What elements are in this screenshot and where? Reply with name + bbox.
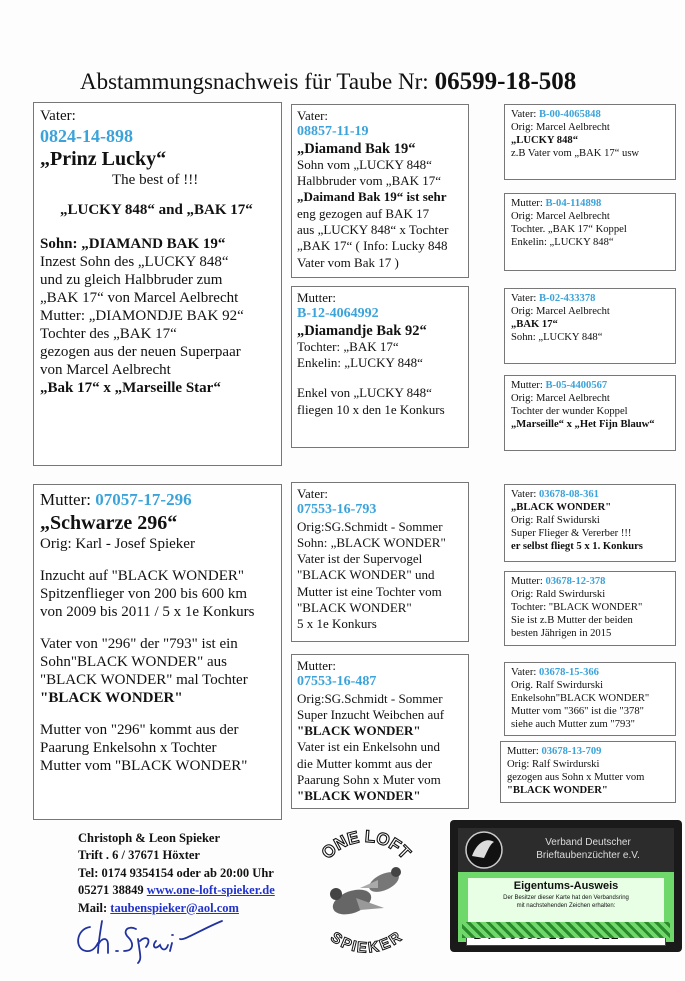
- mail-label: Mail:: [78, 900, 108, 915]
- desc-line: Paarung Sohn x Muter vom: [297, 772, 441, 788]
- gg-line: Tochter. „BAK 17“ Koppel: [511, 224, 627, 235]
- breeder-name: Christoph & Leon Spieker: [78, 831, 221, 845]
- ring-number: B-00-4065848: [538, 109, 601, 120]
- gg-line: "BLACK WONDER": [507, 785, 608, 796]
- ring-number: 06599-18-508: [434, 68, 577, 95]
- page-title: [80, 68, 576, 96]
- desc-line: Halbbruder vom „BAK 17“: [297, 173, 442, 189]
- ring-number: B-12-4064992: [297, 306, 379, 322]
- card-body: [458, 872, 674, 942]
- ownership-card: [450, 820, 682, 952]
- desc-line: Super Inzucht Weibchen auf: [297, 706, 445, 722]
- mutter-main-box: [33, 484, 282, 820]
- para-line: Inzucht auf "BLACK WONDER": [40, 568, 245, 584]
- gg-line: Orig: Marcel Aelbrecht: [511, 306, 610, 317]
- logo-bottom-textpath: SPIEKER: [327, 928, 405, 957]
- ring-number: B-04-114898: [545, 198, 602, 209]
- desc-line: „BAK 17“ von Marcel Aelbrecht: [40, 290, 239, 306]
- role-label: Mutter:: [511, 576, 543, 587]
- desc-line: "BLACK WONDER": [297, 788, 421, 804]
- desc-line: die Mutter kommt aus der: [297, 755, 433, 771]
- desc-line: Vater ist ein Enkelsohn und: [297, 739, 440, 755]
- desc-line: Vater ist der Supervogel: [297, 551, 423, 567]
- role-ring-line: [511, 379, 669, 392]
- desc-line: "BLACK WONDER": [297, 723, 421, 739]
- gg-line: Sie ist z.B Mutter der beiden: [511, 615, 633, 626]
- gg-line: Tochter der wunder Koppel: [511, 406, 628, 417]
- card-header: [458, 828, 674, 872]
- para-line: Spitzenflieger von 200 bis 600 km: [40, 586, 248, 602]
- desc-line: Tochter des „BAK 17“: [40, 326, 177, 342]
- note-line: Enkel von „LUCKY 848“: [297, 385, 432, 401]
- desc-line: Orig:SG.Schmidt - Sommer: [297, 518, 443, 534]
- pigeon-name: „Prinz Lucky“: [40, 148, 167, 170]
- logo-top-text: [318, 827, 415, 863]
- ring-number: 07057-17-296: [95, 490, 192, 509]
- desc-line: Sohn vom „LUCKY 848“: [297, 156, 432, 172]
- phone-2: 05271 38849: [78, 883, 144, 898]
- role-label: Mutter:: [297, 658, 336, 673]
- desc-line: „Bak 17“ x „Marseille Star“: [40, 380, 221, 396]
- ring-number: 03678-15-366: [538, 667, 599, 678]
- great-grandparent-box: [504, 571, 676, 646]
- paragraph: [40, 721, 275, 775]
- tagline: The best of !!!: [112, 172, 199, 188]
- email-link[interactable]: taubenspieker@aol.com: [110, 900, 239, 915]
- card-sub: Der Besitzer dieser Karte hat den Verbandsring: [503, 895, 629, 901]
- ring-number: 03678-08-361: [538, 489, 599, 500]
- gg-line: Orig. Ralf Swirdurski: [511, 680, 604, 691]
- card-title-block: [468, 878, 664, 922]
- great-grandparent-box: [504, 375, 676, 451]
- signature-stroke: [78, 921, 222, 963]
- role-label: Vater:: [511, 109, 537, 120]
- card-pattern: [462, 922, 670, 938]
- role-label: Mutter:: [507, 746, 539, 757]
- gg-line: „BAK 17“: [511, 319, 558, 330]
- gg-line: Orig: Marcel Aelbrecht: [511, 393, 610, 404]
- pigeon-name: „Diamand Bak 19“: [297, 140, 416, 157]
- website-link[interactable]: www.one-loft-spieker.de: [146, 883, 275, 898]
- desc-line: und zu gleich Halbbruder zum: [40, 272, 223, 288]
- gg-line: Orig: Rald Swirdurski: [511, 589, 606, 600]
- gg-line: Orig: Marcel Aelbrecht: [511, 211, 610, 222]
- role-label: Mutter:: [40, 490, 91, 509]
- note-line: fliegen 10 x den 1e Konkurs: [297, 401, 445, 417]
- gg-line: „LUCKY 848“: [511, 135, 578, 146]
- pigeon-icon: [329, 867, 401, 919]
- pigeon-name: „Schwarze 296“: [40, 512, 178, 534]
- role-ring-line: [511, 666, 669, 679]
- grandmother-paternal-box: [291, 286, 469, 448]
- desc-line: Mutter ist eine Tochter vom: [297, 583, 442, 599]
- pigeon-name: „Diamandje Bak 92“: [297, 322, 427, 339]
- desc-line: Sohn: „DIAMAND BAK 19“: [40, 236, 226, 252]
- role-label: Vater:: [511, 489, 537, 500]
- title-text: Abstammungsnachweis für Taube Nr:: [80, 69, 429, 94]
- gg-line: Tochter: "BLACK WONDER": [511, 602, 643, 613]
- para-line: Paarung Enkelsohn x Tochter: [40, 740, 217, 756]
- address: Trift . 6 / 37671 Höxter: [78, 848, 200, 863]
- para-line: "BLACK WONDER" mal Tochter: [40, 672, 248, 688]
- ring-number: B-02-433378: [538, 293, 596, 304]
- gg-line: „Marseille“ x „Het Fijn Blauw“: [511, 419, 655, 430]
- card-title: Eigentums-Ausweis: [513, 880, 619, 892]
- gg-line: z.B Vater vom „BAK 17“ usw: [511, 148, 640, 159]
- desc-line: aus „LUCKY 848“ x Tochter: [297, 222, 449, 238]
- gg-line: siehe auch Mutter zum "793": [511, 719, 635, 730]
- role-ring-line: [511, 575, 669, 588]
- ring-number: 07553-16-793: [297, 502, 377, 518]
- card-sub: mit nachstehenden Zeichen erhalten:: [516, 903, 616, 909]
- ring-number: 03678-12-378: [545, 576, 606, 587]
- great-grandparent-box: [504, 484, 676, 562]
- para-line: "BLACK WONDER": [40, 690, 183, 706]
- gg-line: Sohn: „LUCKY 848“: [511, 332, 603, 343]
- gg-line: Orig: Marcel Aelbrecht: [511, 122, 610, 133]
- role-ring-line: [511, 197, 669, 210]
- phone-web-line: [78, 882, 275, 899]
- gg-line: Orig: Ralf Swirdurski: [507, 759, 600, 770]
- desc-line: "BLACK WONDER": [297, 600, 412, 616]
- role-ring-line: [507, 745, 669, 758]
- ring-number: 03678-13-709: [541, 746, 602, 757]
- desc-line: „Daimand Bak 19“ ist sehr: [297, 189, 447, 205]
- para-line: Sohn"BLACK WONDER" aus: [40, 654, 227, 670]
- description: [40, 235, 275, 397]
- desc-line: "BLACK WONDER" und: [297, 567, 435, 583]
- role-label: Mutter:: [511, 380, 543, 391]
- desc-line: gezogen aus der neuen Superpaar: [40, 344, 241, 360]
- role-label: Vater:: [511, 293, 537, 304]
- role-ring-line: [511, 108, 669, 121]
- ring-number: 0824-14-898: [40, 126, 133, 146]
- gg-line: er selbst fliegt 5 x 1. Konkurs: [511, 541, 643, 552]
- gg-line: besten Jährigen in 2015: [511, 628, 612, 639]
- role-label: Vater:: [297, 486, 329, 501]
- desc-line: Sohn: „BLACK WONDER": [297, 534, 446, 550]
- grandfather-maternal-box: [291, 482, 469, 642]
- desc-line: Enkelin: „LUCKY 848“: [297, 355, 423, 371]
- gg-line: Enkelsohn"BLACK WONDER": [511, 693, 650, 704]
- desc-line: Mutter: „DIAMONDJE BAK 92“: [40, 308, 244, 324]
- paragraph: [40, 567, 275, 621]
- grandmother-maternal-box: [291, 654, 469, 809]
- para-line: Vater von "296" der "793" ist ein: [40, 636, 238, 652]
- logo-bottom-text: [327, 929, 404, 957]
- desc-line: Inzest Sohn des „LUCKY 848“: [40, 254, 229, 270]
- origin: Orig: Karl - Josef Spieker: [40, 536, 195, 552]
- role-label: Vater:: [511, 667, 537, 678]
- desc-line: „BAK 17“ ( Info: Lucky 848: [297, 238, 448, 254]
- desc-line: 5 x 1e Konkurs: [297, 616, 377, 632]
- para-line: Mutter von "296" kommt aus der: [40, 722, 239, 738]
- ring-number: 07553-16-487: [297, 674, 377, 690]
- desc-line: Tochter: „BAK 17“: [297, 338, 399, 354]
- gg-line: „BLACK WONDER": [511, 502, 612, 513]
- one-loft-spieker-logo: [296, 818, 436, 958]
- role-label: Mutter:: [297, 290, 336, 305]
- contact-block: [78, 830, 275, 917]
- gg-line: Super Flieger & Vererber !!!: [511, 528, 632, 539]
- desc-line: Orig:SG.Schmidt - Sommer: [297, 690, 443, 706]
- role-label: Vater:: [40, 108, 76, 124]
- desc-line: von Marcel Aelbrecht: [40, 362, 171, 378]
- paragraph: [40, 635, 275, 707]
- great-grandparent-box: [500, 741, 676, 803]
- logo-top-textpath: ONE LOFT: [317, 826, 415, 863]
- desc-line: eng gezogen auf BAK 17: [297, 205, 430, 221]
- gg-line: Mutter vom "366" ist die "378": [511, 706, 644, 717]
- role-label: Vater:: [297, 108, 329, 123]
- ring-number: B-05-4400567: [545, 380, 608, 391]
- card-org: [502, 828, 674, 862]
- phone-line: Tel: 0174 9354154 oder ab 20:00 Uhr: [78, 865, 274, 880]
- gg-line: Orig: Ralf Swidurski: [511, 515, 600, 526]
- role-ring-line: [40, 489, 275, 511]
- role-ring-line: [511, 488, 669, 501]
- role-ring-line: [511, 292, 669, 305]
- great-grandparent-box: [504, 193, 676, 271]
- ring-number: 08857-11-19: [297, 124, 369, 140]
- parents-line: „LUCKY 848“ and „BAK 17“: [60, 202, 253, 218]
- grandfather-paternal-box: [291, 104, 469, 278]
- great-grandparent-box: [504, 104, 676, 180]
- gg-line: gezogen aus Sohn x Mutter vom: [507, 772, 645, 783]
- great-grandparent-box: [504, 662, 676, 736]
- vdb-pigeon-icon: [462, 830, 506, 870]
- great-grandparent-box: [504, 288, 676, 364]
- para-line: von 2009 bis 2011 / 5 x 1e Konkurs: [40, 604, 255, 620]
- role-label: Mutter:: [511, 198, 543, 209]
- vater-main-box: [33, 102, 282, 466]
- gg-line: Enkelin: „LUCKY 848“: [511, 237, 614, 248]
- org-line: Brieftaubenzüchter e.V.: [536, 850, 640, 861]
- para-line: Mutter vom "BLACK WONDER": [40, 758, 248, 774]
- desc-line: Vater vom Bak 17 ): [297, 254, 399, 270]
- org-line: Verband Deutscher: [545, 837, 631, 848]
- handwritten-signature: [72, 915, 242, 965]
